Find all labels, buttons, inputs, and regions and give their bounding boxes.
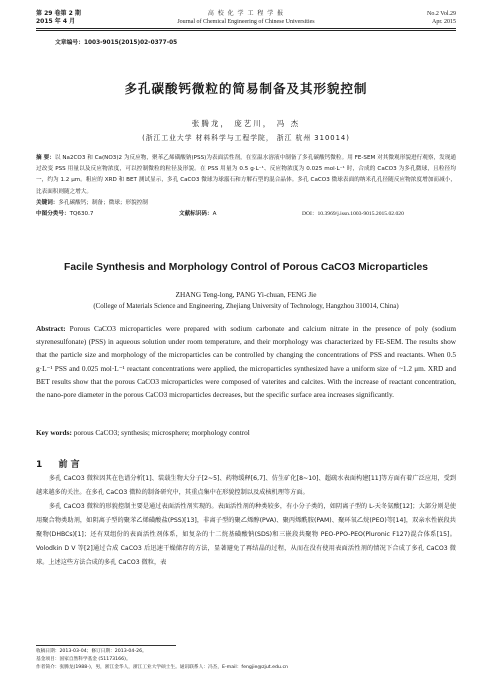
header-journal-zh: 高 校 化 学 工 程 学 报 <box>207 10 285 17</box>
header-rule-thin <box>36 30 456 31</box>
title-en: Facile Synthesis and Morphology Control of Porous CaCO3 Microparticles <box>64 262 428 273</box>
affiliation-en: (College of Materials Science and Engineering, Zhejiang University of Technology, Hangzhou 310014, China) <box>93 303 399 310</box>
footnotes <box>36 648 456 672</box>
header-date-zh: 2015 年 4 月 <box>36 18 76 25</box>
section-number: 1 <box>36 460 43 470</box>
clc-zh-text: TQ630.7 <box>69 211 94 218</box>
authors-zh: 张腾龙， 庞艺川， 冯 杰 <box>191 119 301 128</box>
header-journal-en: Journal of Chemical Engineering of Chinese Universities <box>177 19 315 25</box>
abstract-en-label: Abstract: <box>36 324 66 333</box>
authors-en: ZHANG Teng-long, PANG Yi-chuan, FENG Jie <box>175 290 317 299</box>
footnote-received: 收稿日期：2013-03-04；修订日期：2013-04-26。 <box>36 649 147 654</box>
keywords-en-label: Key words: <box>36 428 72 437</box>
abstract-en <box>36 322 456 401</box>
header-no-vol: No.2 Vol.29 <box>427 11 456 17</box>
body-text <box>36 472 456 570</box>
affiliation-zh: (浙江工业大学 材料科学与工程学院， 浙江 杭州 310014) <box>142 134 350 142</box>
header-rule <box>36 28 456 29</box>
article-number: 文章编号：1003-9015(2015)02-0377-05 <box>55 40 178 46</box>
doi: DOI：10.3969/j.issn.1003-9015.2015.02.020 <box>301 211 404 218</box>
abstract-zh <box>36 153 456 220</box>
section-title: 前 言 <box>58 460 80 470</box>
doc-code-label: 文献标识码： <box>178 211 213 218</box>
doc-code-text: A <box>212 211 217 218</box>
header-journal <box>36 10 456 26</box>
body-paragraph: 多孔 CaCO3 微粒的形貌控制主要是通过表面活性剂实现的。表面活性剂的种类较多，有小分子类的，如阴离子型的 L-天冬氨酸[12]；大部分则是使用聚合物类助剂，如阴离子型的聚苯乙烯磺酸盐(PSS)[13]，非离子型的聚乙烯醇(PVA)、聚丙烯酰胺(PAM)、聚环氧乙烷(PEO)等[14]，双亲水性嵌段共聚物(DHBCs)[1]；还有双组份的表面活性剂体系，如复杂的十二烷基磺酸钠(SDS)和三嵌段共聚物 PEO-PPO-PEO(Pluronic F127)混合体系[15]。Volodkin D V 等[2]通过合成 CaCO3 后迅速干燥储存的方法，显著避免了再结晶的过程，从而在没有使用表面活性剂的情况下合成了多孔 CaCO3 微球。上述这些方法合成的多孔 CaCO3 微粒，表 <box>36 503 456 566</box>
keywords-zh-label: 关键词： <box>36 199 59 206</box>
body-paragraph: 多孔 CaCO3 微粒因其在色谱分析[1]、装载生物大分子[2~5]、药物缓释[6,7]、仿生矿化[8~10]、超疏水表面构建[11]等方面有着广泛应用，受到越来越多的关注。在多孔 CaCO3 微粒的制备研究中，其重点集中在形貌控制以及成核机理等方面。 <box>36 475 456 496</box>
footnote-rule <box>36 645 176 646</box>
abstract-zh-text: 以 Na2CO3 和 Ca(NO3)2 为反应物，聚苯乙烯磺酸钠(PSS)为表面活性剂，在室温水溶液中制备了多孔碳酸钙微粒。用 FE-SEM 对其微观形貌进行观察，发现通过改变 PSS 用量以及反应物浓度，可以控制微粒的粒径及形貌。在 PSS 用量为 0.5 g·L⁻¹、反应物浓度为 0.025 mol·L⁻¹ 时，合成的 CaCO3 为多孔微球，且粒径均一，约为 1.2 μm。粗应的 XRD 和 BET 测试显示，多孔 CaCO3 微球为球霰石和方解石型的混合晶体。多孔 CaCO3 微球表面的纳米孔孔径随反应物浓度增加而减小，比表面积则随之增大。 <box>36 155 456 195</box>
keywords-en-text: porous CaCO3; synthesis; microsphere; morphology control <box>73 428 250 437</box>
footnote-author: 作者简介：张腾龙(1988-)，男，浙江金华人，浙江工业大学硕士生。通讯联系人：冯杰，E-mail：fengjie@zjut.edu.cn <box>36 665 289 670</box>
footnote-funding: 基金项目：国家自然科学基金 (51173166)。 <box>36 657 131 662</box>
clc-zh-label: 中图分类号： <box>36 211 70 218</box>
abstract-en-text: Porous CaCO3 microparticles were prepared with sodium carbonate and calcium nitrate in the presence of poly (sodium styrenesulfonate) (PSS) in aqueous solution under room temperature, and their morphology was characterized by FE-SEM. The results show that the particle size and morphology of the microparticles can be controlled by changing the concentrations of PSS and reactants. When 0.5 g·L⁻¹ PSS and 0.025 mol·L⁻¹ reactant concentrations were applied, the microparticles synthesized have a uniform size of ~1.2 μm. XRD and BET results show that the porous CaCO3 microparticles were composed of vaterites and calcites. With the increase of reactant concentration, the nano-pore diameter in the porous CaCO3 microparticles decreases, but the specific surface area increases significantly. <box>36 324 457 400</box>
header-vol-zh: 第 29 卷第 2 期 <box>36 10 81 17</box>
section-heading <box>36 457 80 470</box>
header-date-en: Apr. 2015 <box>432 19 456 25</box>
header-issue <box>427 10 456 26</box>
abstract-zh-label: 摘 要： <box>36 155 55 161</box>
keywords-en <box>36 428 456 437</box>
keywords-zh-text: 多孔碳酸钙；制备；微球；形貌控制 <box>58 199 148 206</box>
title-zh: 多孔碳酸钙微粒的简易制备及其形貌控制 <box>124 81 368 96</box>
